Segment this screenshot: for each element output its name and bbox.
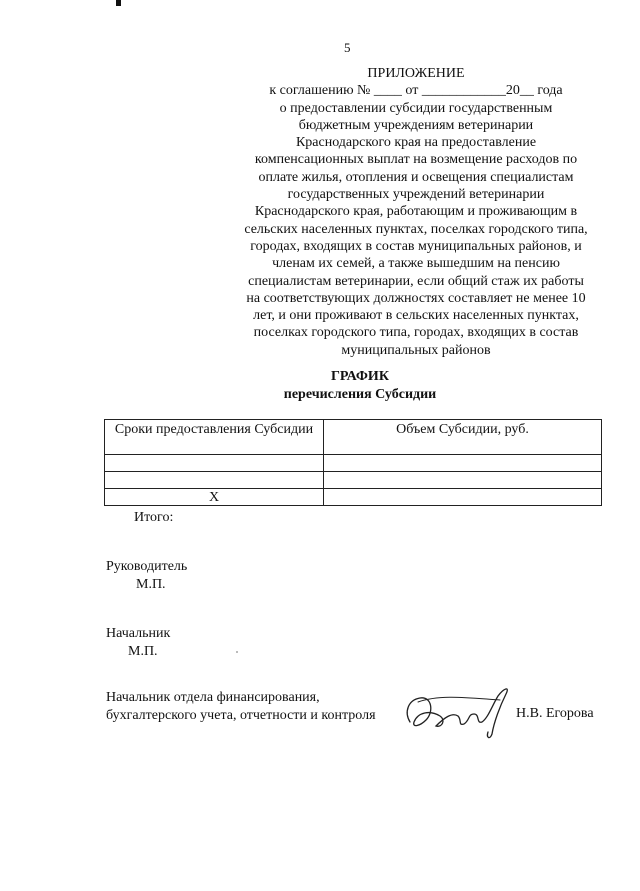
schedule-subtitle: перечисления Субсидии [283, 387, 437, 402]
scan-speck [116, 0, 121, 6]
appendix-line: лет, и они проживают в сельских населенных пунктах, [253, 308, 579, 324]
header-period: Сроки предоставления Субсидии [105, 420, 324, 455]
finance-name: Н.В. Егорова [516, 706, 594, 721]
appendix-line: муниципальных районов [341, 342, 491, 358]
head-label: Руководитель [106, 559, 188, 574]
chief-label: Начальник [106, 626, 171, 641]
appendix-line: поселках городского типа, городах, входящих в состав [253, 325, 579, 341]
cell-amount [324, 472, 602, 489]
appendix-line: о предоставлении субсидии государственным [279, 100, 553, 116]
total-label: Итого: [134, 510, 174, 525]
total-amount [324, 489, 602, 506]
appendix-title: ПРИЛОЖЕНИЕ [367, 66, 465, 81]
finance-signature-block [106, 689, 376, 725]
appendix-line: специалистам ветеринарии, если общий стаж их работы [248, 273, 584, 289]
appendix-line: городах, входящих в состав муниципальных районов, и [250, 238, 582, 254]
page-number: 5 [344, 40, 351, 55]
appendix-line: на соответствующих должностях составляет не менее 10 [246, 290, 586, 306]
appendix-line: оплате жилья, отопления и освещения специалистам [258, 169, 574, 185]
schedule-table [104, 419, 602, 506]
total-marker: Х [105, 489, 324, 506]
head-signature-block [106, 558, 187, 594]
head-stamp: М.П. [136, 577, 166, 592]
scan-dot [236, 651, 238, 653]
header-amount: Объем Субсидии, руб. [324, 420, 602, 455]
table-row [105, 472, 602, 489]
table-row [105, 455, 602, 472]
cell-amount [324, 455, 602, 472]
appendix-line: Краснодарского края на предоставление [295, 135, 537, 151]
appendix-line: государственных учреждений ветеринарии [287, 187, 545, 203]
schedule-title: ГРАФИК [331, 369, 389, 384]
cell-period [105, 472, 324, 489]
appendix-line: бюджетным учреждениям ветеринарии [298, 117, 534, 133]
appendix-line: компенсационных выплат на возмещение расходов по [254, 152, 578, 168]
appendix-line: членам их семей, а также вышедшим на пенсию [272, 256, 560, 272]
finance-title-line2: бухгалтерского учета, отчетности и контроля [106, 708, 376, 723]
table-header-row [105, 420, 602, 455]
cell-period [105, 455, 324, 472]
handwritten-signature [400, 682, 520, 742]
chief-signature-block [106, 625, 170, 661]
appendix-header [218, 65, 614, 359]
finance-title-line1: Начальник отдела финансирования, [106, 690, 320, 705]
appendix-line: Краснодарского края, работающим и проживающим в [254, 204, 578, 220]
table-total-row [105, 489, 602, 506]
chief-stamp: М.П. [128, 644, 158, 659]
appendix-line: сельских населенных пунктах, поселках городского типа, [244, 221, 588, 237]
appendix-line: к соглашению № ____ от ____________20__ года [269, 83, 563, 99]
